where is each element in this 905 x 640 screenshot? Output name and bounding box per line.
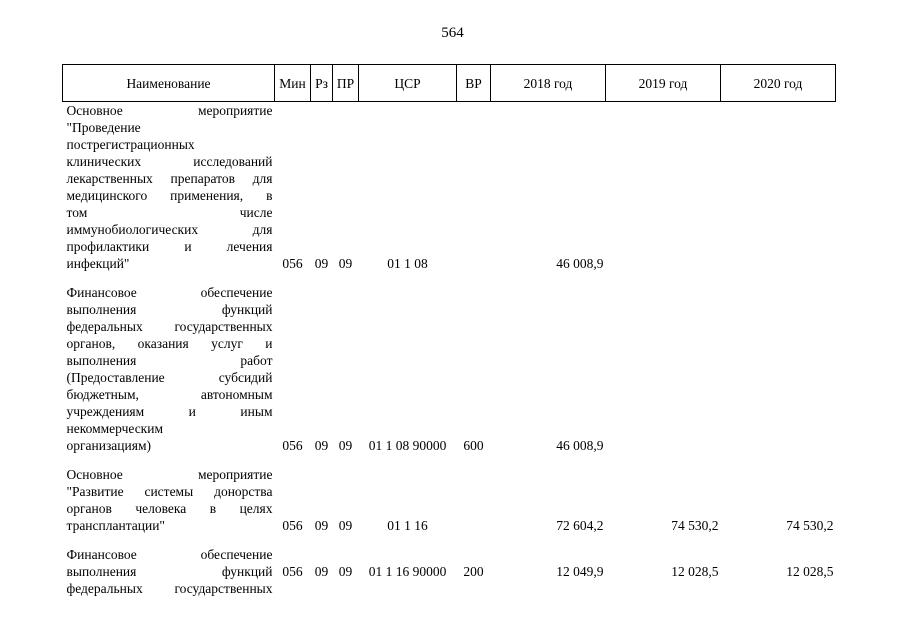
name-line: пострегистрационных [66,137,195,152]
header-name: Наименование [63,65,275,102]
cell-pr: 09 [338,256,353,271]
cell-name [63,546,275,597]
name-line: том числе [66,205,273,220]
cell-pr: 09 [338,564,353,579]
name-line: Основное мероприятие [66,103,273,118]
table-body [63,102,836,598]
table-row [63,466,836,534]
cell-name [63,102,275,273]
header-rz: Рз [311,65,333,102]
cell-csr: 01 1 08 [387,256,428,271]
name-line: иммунобиологических для [66,222,273,237]
name-line: выполнения функций [66,302,273,317]
cell-rz: 09 [314,256,329,271]
name-line: федеральных государственных [66,319,273,334]
row-spacer [63,272,836,284]
row-spacer [63,534,836,546]
cell-2020 [721,102,836,273]
cell-pr: 09 [338,518,353,533]
name-line: Основное мероприятие [66,467,273,482]
page-number: 564 [441,25,464,41]
name-line: профилактики и лечения [66,239,273,254]
cell-rz: 09 [314,438,329,453]
cell-min: 056 [282,438,303,453]
name-line: выполнения работ [66,353,273,368]
cell-2020: 74 530,2 [786,518,834,533]
cell-vr [457,466,491,534]
name-line: (Предоставление субсидий [66,370,273,385]
header-csr: ЦСР [359,65,457,102]
cell-2020: 12 028,5 [786,564,834,579]
name-line: "Проведение [66,120,141,135]
cell-csr: 01 1 08 90000 [368,438,447,453]
cell-2018: 46 008,9 [556,438,604,453]
cell-2020 [721,284,836,454]
cell-csr: 01 1 16 [387,518,428,533]
name-line: органов, оказания услуг и [66,336,273,351]
name-line: учреждениям и иным [66,404,273,419]
name-line: трансплантации" [66,518,165,533]
table-header-row [63,65,836,102]
header-pr: ПР [333,65,359,102]
header-min: Мин [275,65,311,102]
name-line: инфекций" [66,256,130,271]
header-vr: ВР [457,65,491,102]
cell-rz: 09 [314,518,329,533]
cell-vr: 600 [463,438,484,453]
cell-2019 [606,102,721,273]
table-row [63,284,836,454]
name-line: клинических исследований [66,154,273,169]
cell-vr: 200 [463,564,484,579]
cell-vr [457,102,491,273]
cell-csr: 01 1 16 90000 [368,564,447,579]
cell-min: 056 [282,518,303,533]
cell-2018: 72 604,2 [556,518,604,533]
cell-rz: 09 [314,564,329,579]
cell-2019: 74 530,2 [671,518,719,533]
cell-pr: 09 [338,438,353,453]
cell-2018: 12 049,9 [556,564,604,579]
name-line: некоммерческим [66,421,164,436]
cell-name [63,466,275,534]
table-row [63,102,836,273]
name-line: лекарственных препаратов для [66,171,273,186]
cell-name [63,284,275,454]
header-2018: 2018 год [491,65,606,102]
budget-table [62,64,836,597]
name-line: бюджетным, автономным [66,387,273,402]
cell-2019: 12 028,5 [671,564,719,579]
cell-min: 056 [282,256,303,271]
name-line: федеральных государственных [66,581,273,596]
name-line: органов человека в целях [66,501,273,516]
header-2019: 2019 год [606,65,721,102]
cell-2018: 46 008,9 [556,256,604,271]
name-line: Финансовое обеспечение [66,285,273,300]
row-spacer [63,454,836,466]
cell-2019 [606,284,721,454]
name-line: "Развитие системы донорства [66,484,273,499]
cell-min: 056 [282,564,303,579]
name-line: организациям) [66,438,152,453]
header-2020: 2020 год [721,65,836,102]
name-line: Финансовое обеспечение [66,547,273,562]
name-line: выполнения функций [66,564,273,579]
name-line: медицинского применения, в [66,188,273,203]
table-row [63,546,836,597]
